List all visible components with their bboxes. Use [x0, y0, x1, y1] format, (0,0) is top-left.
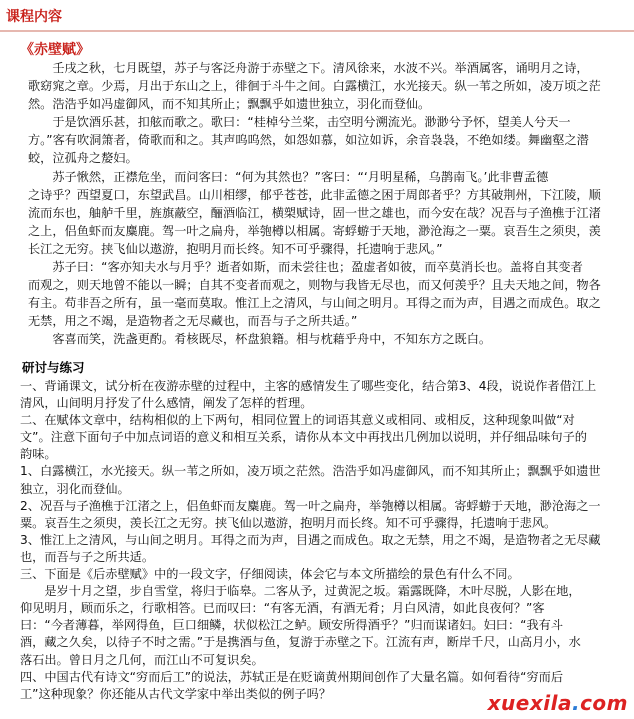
- exercise-line: 粟。哀吾生之须臾，羡长江之无穷。挟飞仙以遨游，抱明月而长终。知不可乎骤得，托遗响于悲风。: [20, 515, 557, 530]
- essay-line: 而观之，则天地曾不能以一瞬；自其不变者而观之，则物与我皆无尽也，而又何羡乎？且夫天地之间，物各: [28, 278, 601, 293]
- watermark-text-1: xuexila: [487, 691, 572, 715]
- essay-line: 歌窈窕之章。少焉，月出于东山之上，徘徊于斗牛之间。白露横江，水光接天。纵一苇之所如，凌万顷之茫: [28, 79, 601, 94]
- exercise-line: 3、惟江上之清风，与山间之明月。耳得之而为声，目遇之而成色。取之无禁，用之不竭，是造物者之无尽藏: [20, 532, 601, 547]
- exercise-line: 仰见明月，顾而乐之，行歌相答。已而叹曰：“有客无酒，有酒无肴；月白风清，如此良夜何？”客: [20, 601, 545, 616]
- exercise-line: 三、下面是《后赤壁赋》中的一段文字，仔细阅读，体会它与本文所描绘的景色有什么不同。: [20, 567, 520, 582]
- exercise-line: 四、中国古代有诗文“穷而后工”的说法，苏轼正是在贬谪黄州期间创作了大量名篇。如何看待“穷而后: [20, 669, 564, 684]
- watermark-dot: .: [571, 691, 581, 715]
- exercise-heading: 研讨与练习: [22, 360, 85, 375]
- exercise-line: 二、在赋体文章中，结构相似的上下两句，相同位置上的词语其意义或相同、或相反，这种现象叫做“对: [20, 413, 575, 428]
- section-divider: [0, 30, 634, 32]
- exercise-body: [20, 378, 632, 703]
- exercise-line: 独立，羽化而登仙。: [20, 481, 130, 496]
- essay-line: 苏子愀然，正襟危坐，而问客曰：“何为其然也？”客曰：“‘月明星稀，乌鹊南飞。’此非曹孟德: [28, 169, 549, 184]
- site-watermark: [488, 691, 628, 715]
- essay-line: 蛟，泣孤舟之嫠妇。: [28, 151, 138, 166]
- essay-body: [28, 59, 634, 349]
- essay-line: 客喜而笑，洗盏更酌。肴核既尽，杯盘狼籍。相与枕藉乎舟中，不知东方之既白。: [28, 332, 492, 347]
- essay-line: 壬戌之秋，七月既望，苏子与客泛舟游于赤壁之下。清风徐来，水波不兴。举酒属客，诵明月之诗，: [28, 61, 589, 75]
- exercise-line: 酒，藏之久矣，以待子不时之需。”于是携酒与鱼，复游于赤壁之下。江流有声，断岸千尺，山高月小，水: [20, 635, 581, 650]
- exercise-line: 曰：“今者薄暮，举网得鱼，巨口细鳞，状似松江之鲈。顾安所得酒乎？”归而谋诸妇。妇曰：“我有斗: [20, 618, 564, 633]
- essay-title: 《赤壁赋》: [20, 42, 90, 58]
- exercise-line: 一、背诵课文，试分析在夜游赤壁的过程中，主客的感情发生了哪些变化，结合第3、4段，说说作者借江上: [20, 379, 597, 393]
- essay-line: 然。浩浩乎如冯虚御风，而不知其所止；飘飘乎如遗世独立，羽化而登仙。: [28, 97, 431, 112]
- essay-line: 苏子曰：“客亦知夫水与月乎？逝者如斯，而未尝往也；盈虚者如彼，而卒莫消长也。盖将自其变者: [28, 260, 583, 275]
- exercise-line: 也，而吾与子之所共适。: [20, 549, 155, 564]
- exercise-line: 工”这种现象？你还能从古代文学家中举出类似的例子吗？: [20, 686, 332, 701]
- essay-line: 方。”客有吹洞箫者，倚歌而和之。其声呜呜然，如怨如慕，如泣如诉，余音袅袅，不绝如缕。舞幽壑之潜: [28, 133, 589, 148]
- essay-line: 于是饮酒乐甚，扣舷而歌之。歌曰：“桂棹兮兰桨，击空明兮溯流光。渺渺兮予怀，望美人兮天一: [28, 115, 571, 130]
- essay-line: 长江之无穷。挟飞仙以遨游，抱明月而长终。知不可乎骤得，托遗响于悲风。”: [28, 241, 443, 256]
- exercise-line: 清风，山间明月抒发了什么感情，阐发了怎样的哲理。: [20, 396, 313, 411]
- watermark-text-2: com: [580, 691, 628, 715]
- exercise-line: 1、白露横江，水光接天。纵一苇之所如，凌万顷之茫然。浩浩乎如冯虚御风，而不知其所止；飘飘乎如遗世: [20, 464, 601, 479]
- exercise-line: 落石出。曾日月之几何，而江山不可复识矣。: [20, 652, 264, 667]
- essay-line: 之诗乎？西望夏口，东望武昌。山川相缪，郁乎苍苍，此非孟德之困于周郎者乎？方其破荆州，下江陵，顺: [28, 187, 601, 202]
- exercise-line: 文”。注意下面句子中加点词语的意义和相互关系，请你从本文中再找出几例加以说明，并仔细品味句子的: [20, 430, 587, 445]
- exercise-line: 韵味。: [20, 447, 57, 462]
- exercise-line: 2、况吾与子渔樵于江渚之上，侣鱼虾而友麋鹿。驾一叶之扁舟，举匏樽以相属。寄蜉蝣于天地，渺沧海之一: [20, 498, 601, 513]
- essay-line: 之上，侣鱼虾而友麋鹿。驾一叶之扁舟，举匏樽以相属。寄蜉蝣于天地，渺沧海之一粟。哀吾生之须臾，羡: [28, 223, 601, 238]
- section-heading: 课程内容: [6, 9, 62, 25]
- essay-line: 有主。苟非吾之所有，虽一毫而莫取。惟江上之清风，与山间之明月。耳得之而为声，目遇之而成色。取之: [28, 296, 601, 311]
- exercise-line: 是岁十月之望，步自雪堂，将归于临皋。二客从予，过黄泥之坂。霜露既降，木叶尽脱，人影在地，: [20, 584, 581, 599]
- essay-line: 无禁，用之不竭，是造物者之无尽藏也，而吾与子之所共适。”: [28, 314, 358, 329]
- essay-line: 流而东也，舳舻千里，旌旗蔽空，酾酒临江，横槊赋诗，固一世之雄也，而今安在哉？况吾与子渔樵于江渚: [28, 205, 601, 220]
